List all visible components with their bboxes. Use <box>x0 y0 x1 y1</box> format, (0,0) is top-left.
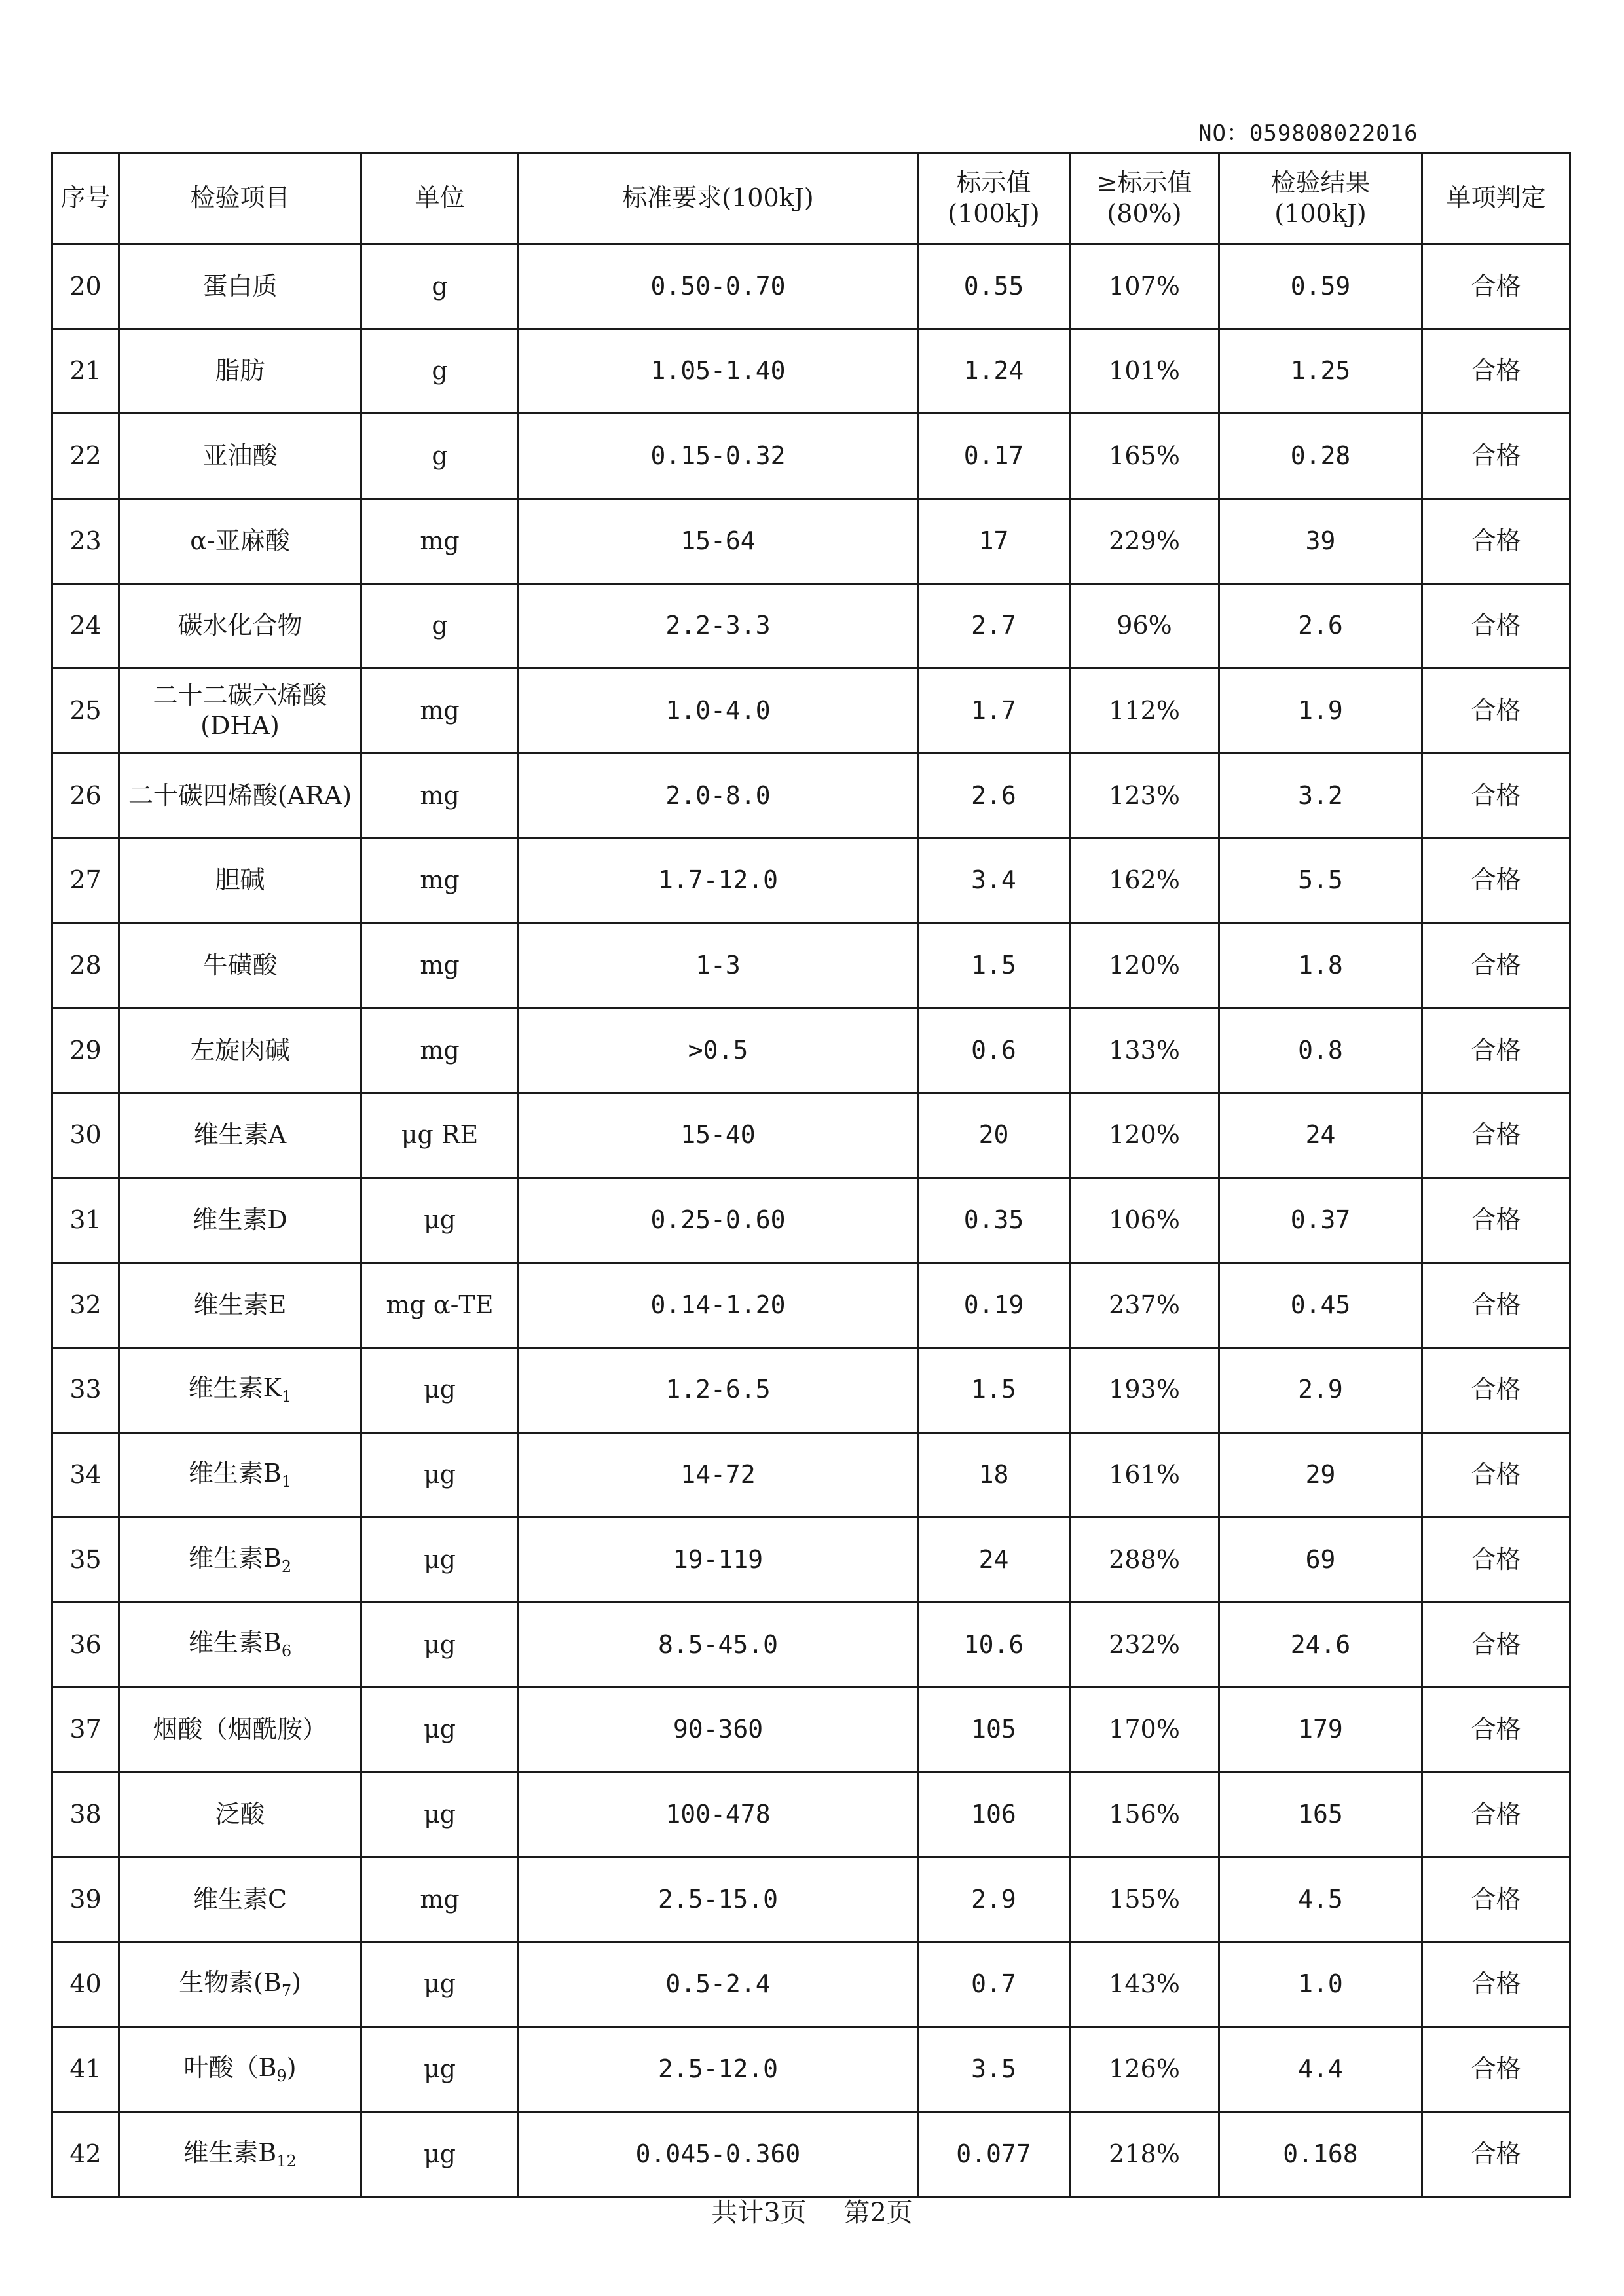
table-body <box>52 244 1570 2197</box>
table-row <box>52 1857 1570 1942</box>
cell-verdict: 合格 <box>1422 1772 1570 1857</box>
cell-standard: 1.05-1.40 <box>519 329 918 414</box>
cell-seq: 23 <box>52 499 119 584</box>
item-name: 生物素(B <box>179 1968 282 1997</box>
cell-unit: μg <box>361 2112 519 2197</box>
page-footer <box>0 2192 1624 2229</box>
item-name: 维生素C <box>193 1884 287 1914</box>
cell-verdict: 合格 <box>1422 414 1570 499</box>
cell-verdict: 合格 <box>1422 583 1570 668</box>
cell-item <box>119 2027 361 2112</box>
cell-percent: 106% <box>1070 1178 1219 1263</box>
cell-result: 39 <box>1219 499 1422 584</box>
cell-standard: 1.0-4.0 <box>519 668 918 754</box>
cell-label-value: 3.5 <box>918 2027 1070 2112</box>
report-number: NO：059808022016 <box>1198 120 1418 147</box>
cell-item <box>119 923 361 1008</box>
cell-standard: 2.5-15.0 <box>519 1857 918 1942</box>
cell-unit: mg α-TE <box>361 1263 519 1348</box>
table-row <box>52 244 1570 329</box>
table-row <box>52 1942 1570 2027</box>
cell-item <box>119 414 361 499</box>
cell-seq: 34 <box>52 1432 119 1518</box>
header-verdict: 单项判定 <box>1422 153 1570 244</box>
cell-standard: 0.045-0.360 <box>519 2112 918 2197</box>
cell-percent: 229% <box>1070 499 1219 584</box>
cell-standard: 8.5-45.0 <box>519 1603 918 1688</box>
item-name: 维生素K <box>188 1374 282 1403</box>
header-result <box>1219 153 1422 244</box>
cell-result: 29 <box>1219 1432 1422 1518</box>
cell-standard: >0.5 <box>519 1008 918 1093</box>
cell-label-value: 106 <box>918 1772 1070 1857</box>
cell-verdict: 合格 <box>1422 1347 1570 1432</box>
header-percent-line1: ≥标示值 <box>1096 168 1192 197</box>
cell-unit: μg <box>361 1603 519 1688</box>
cell-label-value: 0.077 <box>918 2112 1070 2197</box>
cell-label-value: 1.5 <box>918 1347 1070 1432</box>
cell-verdict: 合格 <box>1422 1008 1570 1093</box>
header-percent-line2: (80%) <box>1107 199 1182 228</box>
cell-seq: 36 <box>52 1603 119 1688</box>
cell-standard: 100-478 <box>519 1772 918 1857</box>
cell-unit: g <box>361 329 519 414</box>
cell-verdict: 合格 <box>1422 1857 1570 1942</box>
cell-result: 2.9 <box>1219 1347 1422 1432</box>
cell-percent: 162% <box>1070 838 1219 923</box>
table-row <box>52 414 1570 499</box>
cell-percent: 120% <box>1070 923 1219 1008</box>
cell-result: 24.6 <box>1219 1603 1422 1688</box>
item-name: 维生素E <box>193 1290 287 1319</box>
cell-label-value: 3.4 <box>918 838 1070 923</box>
footer-total-pages: 共计3页 <box>711 2198 807 2228</box>
cell-standard: 90-360 <box>519 1687 918 1772</box>
cell-label-value: 20 <box>918 1093 1070 1178</box>
cell-verdict: 合格 <box>1422 1432 1570 1518</box>
table-row <box>52 668 1570 754</box>
cell-seq: 29 <box>52 1008 119 1093</box>
cell-standard: 2.5-12.0 <box>519 2027 918 2112</box>
cell-verdict: 合格 <box>1422 499 1570 584</box>
cell-verdict: 合格 <box>1422 1942 1570 2027</box>
cell-unit: mg <box>361 668 519 754</box>
cell-item <box>119 1518 361 1603</box>
cell-percent: 170% <box>1070 1687 1219 1772</box>
header-label-line1: 标示值 <box>956 168 1031 197</box>
cell-unit: mg <box>361 499 519 584</box>
cell-standard: 1.2-6.5 <box>519 1347 918 1432</box>
item-name: 二十碳四烯酸(ARA) <box>128 780 352 810</box>
cell-standard: 1.7-12.0 <box>519 838 918 923</box>
cell-seq: 25 <box>52 668 119 754</box>
cell-label-value: 10.6 <box>918 1603 1070 1688</box>
cell-verdict: 合格 <box>1422 1093 1570 1178</box>
inspection-table <box>51 152 1571 2198</box>
cell-seq: 35 <box>52 1518 119 1603</box>
cell-result: 179 <box>1219 1687 1422 1772</box>
item-name: 维生素A <box>193 1120 287 1150</box>
cell-unit: μg <box>361 1687 519 1772</box>
table-row <box>52 838 1570 923</box>
item-name: 烟酸（烟酰胺） <box>153 1715 327 1744</box>
item-subscript: 12 <box>276 2151 297 2170</box>
cell-item <box>119 1093 361 1178</box>
cell-seq: 30 <box>52 1093 119 1178</box>
cell-label-value: 0.17 <box>918 414 1070 499</box>
cell-item <box>119 1347 361 1432</box>
cell-standard: 2.2-3.3 <box>519 583 918 668</box>
cell-result: 5.5 <box>1219 838 1422 923</box>
cell-label-value: 0.55 <box>918 244 1070 329</box>
cell-result: 4.5 <box>1219 1857 1422 1942</box>
cell-result: 3.2 <box>1219 754 1422 839</box>
item-name: 胆碱 <box>215 866 265 895</box>
cell-label-value: 105 <box>918 1687 1070 1772</box>
item-name: 蛋白质 <box>202 271 278 301</box>
item-name: 维生素B <box>188 1459 282 1488</box>
cell-verdict: 合格 <box>1422 1178 1570 1263</box>
cell-result: 0.168 <box>1219 2112 1422 2197</box>
cell-label-value: 0.19 <box>918 1263 1070 1348</box>
cell-seq: 28 <box>52 923 119 1008</box>
cell-item <box>119 668 361 754</box>
cell-unit: g <box>361 414 519 499</box>
cell-verdict: 合格 <box>1422 668 1570 754</box>
cell-unit: mg <box>361 838 519 923</box>
table-row <box>52 2027 1570 2112</box>
cell-unit: μg RE <box>361 1093 519 1178</box>
cell-label-value: 2.9 <box>918 1857 1070 1942</box>
table-row <box>52 1518 1570 1603</box>
cell-verdict: 合格 <box>1422 244 1570 329</box>
cell-percent: 232% <box>1070 1603 1219 1688</box>
table-row <box>52 1772 1570 1857</box>
header-seq: 序号 <box>52 153 119 244</box>
cell-percent: 96% <box>1070 583 1219 668</box>
cell-verdict: 合格 <box>1422 923 1570 1008</box>
item-name: 维生素B <box>188 1628 282 1658</box>
item-name: 维生素D <box>193 1205 287 1235</box>
cell-result: 0.37 <box>1219 1178 1422 1263</box>
cell-percent: 101% <box>1070 329 1219 414</box>
cell-standard: 0.25-0.60 <box>519 1178 918 1263</box>
cell-unit: g <box>361 583 519 668</box>
table-row <box>52 923 1570 1008</box>
table-row <box>52 1263 1570 1348</box>
cell-standard: 14-72 <box>519 1432 918 1518</box>
cell-result: 1.8 <box>1219 923 1422 1008</box>
cell-seq: 26 <box>52 754 119 839</box>
table-row <box>52 754 1570 839</box>
header-percent <box>1070 153 1219 244</box>
cell-seq: 33 <box>52 1347 119 1432</box>
cell-seq: 31 <box>52 1178 119 1263</box>
header-unit: 单位 <box>361 153 519 244</box>
cell-result: 0.8 <box>1219 1008 1422 1093</box>
cell-seq: 21 <box>52 329 119 414</box>
cell-verdict: 合格 <box>1422 2027 1570 2112</box>
cell-unit: μg <box>361 1347 519 1432</box>
cell-verdict: 合格 <box>1422 754 1570 839</box>
cell-seq: 32 <box>52 1263 119 1348</box>
cell-label-value: 1.24 <box>918 329 1070 414</box>
cell-result: 0.45 <box>1219 1263 1422 1348</box>
header-result-line1: 检验结果 <box>1270 168 1371 197</box>
item-name-end: ) <box>286 2052 297 2082</box>
item-name: 碳水化合物 <box>177 611 303 640</box>
item-subscript: 6 <box>281 1642 292 1661</box>
cell-item <box>119 1942 361 2027</box>
table-row <box>52 1603 1570 1688</box>
cell-result: 4.4 <box>1219 2027 1422 2112</box>
cell-unit: μg <box>361 2027 519 2112</box>
header-standard: 标准要求(100kJ) <box>519 153 918 244</box>
cell-unit: mg <box>361 923 519 1008</box>
table-row <box>52 583 1570 668</box>
cell-standard: 15-40 <box>519 1093 918 1178</box>
cell-label-value: 0.6 <box>918 1008 1070 1093</box>
cell-result: 1.9 <box>1219 668 1422 754</box>
cell-item <box>119 1263 361 1348</box>
cell-label-value: 2.6 <box>918 754 1070 839</box>
item-name: 叶酸（B <box>183 2052 277 2082</box>
cell-unit: μg <box>361 1432 519 1518</box>
cell-item <box>119 499 361 584</box>
cell-item <box>119 583 361 668</box>
cell-item <box>119 838 361 923</box>
table-row <box>52 499 1570 584</box>
cell-unit: g <box>361 244 519 329</box>
cell-seq: 38 <box>52 1772 119 1857</box>
cell-standard: 0.5-2.4 <box>519 1942 918 2027</box>
cell-percent: 120% <box>1070 1093 1219 1178</box>
item-subscript: 1 <box>281 1472 292 1491</box>
cell-seq: 40 <box>52 1942 119 2027</box>
cell-label-value: 1.5 <box>918 923 1070 1008</box>
cell-percent: 133% <box>1070 1008 1219 1093</box>
cell-percent: 218% <box>1070 2112 1219 2197</box>
cell-result: 165 <box>1219 1772 1422 1857</box>
cell-result: 0.59 <box>1219 244 1422 329</box>
cell-percent: 237% <box>1070 1263 1219 1348</box>
cell-percent: 155% <box>1070 1857 1219 1942</box>
cell-standard: 1-3 <box>519 923 918 1008</box>
table-row <box>52 1432 1570 1518</box>
cell-seq: 22 <box>52 414 119 499</box>
footer-current-page: 第2页 <box>843 2198 913 2228</box>
cell-percent: 288% <box>1070 1518 1219 1603</box>
cell-standard: 0.14-1.20 <box>519 1263 918 1348</box>
table-row <box>52 2112 1570 2197</box>
cell-seq: 37 <box>52 1687 119 1772</box>
cell-seq: 42 <box>52 2112 119 2197</box>
cell-verdict: 合格 <box>1422 1518 1570 1603</box>
header-result-line2: (100kJ) <box>1274 199 1367 228</box>
cell-unit: μg <box>361 1942 519 2027</box>
cell-verdict: 合格 <box>1422 2112 1570 2197</box>
item-name: 维生素B <box>188 1543 282 1573</box>
cell-unit: mg <box>361 1008 519 1093</box>
item-name: 脂肪 <box>215 356 265 386</box>
cell-seq: 27 <box>52 838 119 923</box>
item-subscript: 7 <box>281 1982 292 2001</box>
cell-percent: 161% <box>1070 1432 1219 1518</box>
cell-seq: 20 <box>52 244 119 329</box>
cell-result: 1.0 <box>1219 1942 1422 2027</box>
table-row <box>52 1178 1570 1263</box>
item-subscript: 2 <box>281 1557 292 1576</box>
cell-unit: mg <box>361 1857 519 1942</box>
cell-unit: μg <box>361 1178 519 1263</box>
cell-verdict: 合格 <box>1422 1603 1570 1688</box>
table-row <box>52 329 1570 414</box>
cell-seq: 39 <box>52 1857 119 1942</box>
item-name: α-亚麻酸 <box>190 526 290 555</box>
cell-percent: 143% <box>1070 1942 1219 2027</box>
cell-item <box>119 1008 361 1093</box>
cell-item <box>119 754 361 839</box>
cell-label-value: 0.7 <box>918 1942 1070 2027</box>
cell-item <box>119 1178 361 1263</box>
cell-standard: 19-119 <box>519 1518 918 1603</box>
cell-standard: 0.50-0.70 <box>519 244 918 329</box>
cell-verdict: 合格 <box>1422 329 1570 414</box>
cell-item <box>119 1772 361 1857</box>
cell-item <box>119 1857 361 1942</box>
cell-verdict: 合格 <box>1422 838 1570 923</box>
item-name: 左旋肉碱 <box>190 1035 290 1065</box>
cell-verdict: 合格 <box>1422 1263 1570 1348</box>
cell-item <box>119 1432 361 1518</box>
cell-standard: 2.0-8.0 <box>519 754 918 839</box>
cell-standard: 15-64 <box>519 499 918 584</box>
cell-result: 69 <box>1219 1518 1422 1603</box>
cell-label-value: 0.35 <box>918 1178 1070 1263</box>
cell-label-value: 1.7 <box>918 668 1070 754</box>
header-item: 检验项目 <box>119 153 361 244</box>
cell-item <box>119 2112 361 2197</box>
cell-item <box>119 1687 361 1772</box>
header-label-value <box>918 153 1070 244</box>
item-name: 维生素B <box>183 2138 277 2167</box>
cell-item <box>119 244 361 329</box>
table-row <box>52 1687 1570 1772</box>
cell-percent: 107% <box>1070 244 1219 329</box>
cell-label-value: 24 <box>918 1518 1070 1603</box>
table-row <box>52 1008 1570 1093</box>
cell-percent: 112% <box>1070 668 1219 754</box>
item-name: 亚油酸 <box>202 441 278 470</box>
cell-item <box>119 329 361 414</box>
table-row <box>52 1347 1570 1432</box>
cell-result: 1.25 <box>1219 329 1422 414</box>
table-row <box>52 1093 1570 1178</box>
cell-standard: 0.15-0.32 <box>519 414 918 499</box>
cell-seq: 24 <box>52 583 119 668</box>
item-name: 二十二碳六烯酸 <box>153 681 327 710</box>
cell-result: 2.6 <box>1219 583 1422 668</box>
item-name: 牛磺酸 <box>202 951 278 980</box>
cell-unit: μg <box>361 1518 519 1603</box>
item-name-line2: (DHA) <box>200 710 280 740</box>
cell-result: 0.28 <box>1219 414 1422 499</box>
cell-label-value: 2.7 <box>918 583 1070 668</box>
item-name: 泛酸 <box>215 1799 265 1829</box>
header-label-line2: (100kJ) <box>948 199 1040 228</box>
item-name-end: ) <box>291 1968 301 1997</box>
cell-unit: μg <box>361 1772 519 1857</box>
cell-item <box>119 1603 361 1688</box>
cell-unit: mg <box>361 754 519 839</box>
cell-percent: 156% <box>1070 1772 1219 1857</box>
cell-seq: 41 <box>52 2027 119 2112</box>
cell-percent: 165% <box>1070 414 1219 499</box>
cell-percent: 193% <box>1070 1347 1219 1432</box>
item-subscript: 9 <box>276 2066 287 2085</box>
cell-label-value: 18 <box>918 1432 1070 1518</box>
cell-result: 24 <box>1219 1093 1422 1178</box>
cell-verdict: 合格 <box>1422 1687 1570 1772</box>
cell-label-value: 17 <box>918 499 1070 584</box>
item-subscript: 1 <box>282 1387 292 1406</box>
table-header-row <box>52 153 1570 244</box>
cell-percent: 126% <box>1070 2027 1219 2112</box>
cell-percent: 123% <box>1070 754 1219 839</box>
